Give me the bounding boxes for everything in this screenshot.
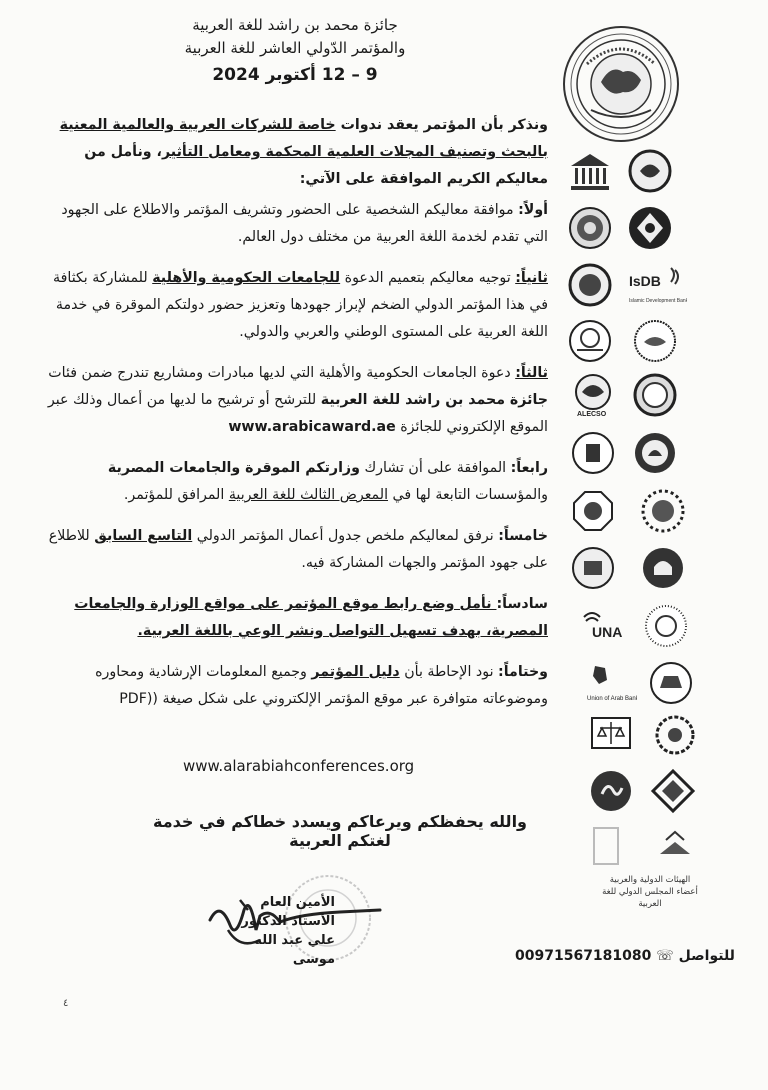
alecso-logo-icon: [570, 372, 616, 418]
item-fifth-pre: نرفق لمعاليكم ملخص جدول أعمال المؤتمر الدولي: [192, 528, 499, 544]
signature-title: الأمين العام: [260, 895, 335, 910]
islamic-org-seal-icon: [567, 318, 613, 364]
award-website-link[interactable]: www.arabicaward.ae: [228, 419, 396, 435]
item-fifth-label: خامساً:: [498, 528, 548, 544]
octagon-emblem-icon: [570, 488, 616, 534]
item-closing-underlined: دليل المؤتمر: [311, 664, 400, 680]
isdb-logo-text: IsDB: [629, 273, 661, 289]
intro-part-1: ونذكر بأن المؤتمر يعقد ندوات: [335, 117, 548, 133]
contact-label: للتواصل: [678, 948, 735, 964]
contact-line: [515, 948, 735, 964]
item-closing-post: وجميع المعلومات الإرشادية ومحاوره وموضوعاته متوافرة عبر موقع المؤتمر الإلكتروني على شكل صيغة ((PDF: [95, 664, 548, 707]
isdb-logo-icon: [627, 262, 687, 308]
union-of-arab-banks-logo-icon: [585, 660, 637, 706]
una-logo-icon: [580, 605, 632, 651]
item-third-bold: جائزة محمد بن راشد للغة العربية: [320, 392, 548, 408]
faded-logo-icon: [590, 824, 622, 870]
unesco-logo-icon: [567, 148, 613, 194]
item-fifth: [40, 523, 548, 577]
signature-rank: الأستاذ الدكتور: [241, 914, 335, 929]
item-first: [40, 197, 548, 251]
mosque-emblem-icon: [640, 545, 686, 591]
una-logo-text: UNA: [592, 624, 623, 640]
logos-caption: الهيئات الدولية والعربية أعضاء المجلس الدولي للغة العربية: [602, 875, 698, 909]
item-second-pre: توجيه معاليكم بتعميم الدعوة: [340, 270, 516, 286]
alecso-logo-text: ALECSO: [577, 411, 607, 418]
item-first-label: أولاً:: [518, 202, 548, 218]
header-line-conference: والمؤتمر الدّولي العاشر للغة العربية: [184, 39, 406, 57]
item-second-post: للمشاركة بكثافة في هذا المؤتمر الدولي الضخم لإبراز جهودها وتعزيز حضور دولتكم الموقرة في خدمة اللغة العربية على المستوى الوطني والعربي والدولي.: [52, 270, 548, 340]
union-logo-text: Union of Arab Banks: [587, 696, 637, 702]
banner-emblem-icon: [648, 660, 694, 706]
institute-seal-icon: [570, 430, 616, 476]
document-header: [150, 14, 440, 90]
gcc-logo-icon: [627, 205, 673, 251]
isdb-logo-subtext: Islamic Development Bank: [629, 298, 687, 304]
closing-prayer: والله يحفظكم ويرعاكم ويسدد خطاكم في خدمة لغتكم العربية: [153, 812, 527, 850]
page-number: ٤: [63, 998, 69, 1009]
item-fifth-underlined: التاسع السابق: [94, 528, 193, 544]
geometric-emblem-icon: [650, 768, 696, 814]
ornate-seal-icon: [643, 603, 689, 649]
item-sixth-label: سادساً:: [496, 596, 548, 612]
item-fourth: [40, 455, 548, 509]
contact-number[interactable]: 00971567181080: [515, 948, 652, 964]
item-fourth-pre: الموافقة على أن تشارك: [359, 460, 511, 476]
item-closing-note: [40, 659, 548, 713]
justice-scales-icon: [588, 712, 634, 758]
book-emblem-icon: [652, 824, 698, 870]
signature-block: [215, 893, 335, 969]
sun-emblem-icon: [640, 488, 686, 534]
intro-part-2: خاصة للشركات العربية والعالمية المعنية بالبحث وتصنيف المجلات العلمية المحكمة ومعامل التأثير: [59, 117, 548, 160]
item-third-label: ثالثاً:: [515, 365, 548, 381]
organization-seal-icon: [567, 262, 613, 308]
wreath-emblem-icon: [652, 712, 698, 758]
conference-website-link[interactable]: www.alarabiahconferences.org: [183, 757, 415, 775]
calligraphy-emblem-icon: [588, 768, 634, 814]
arab-league-logo-icon: [567, 205, 613, 251]
university-emblem-icon: [570, 545, 616, 591]
item-sixth-text: نأمل وضع رابط موقع المؤتمر على مواقع الوزارة والجامعات المصرية، بهدف تسهيل التواصل ونشر الوعي باللغة العربية.: [74, 596, 548, 639]
council-seal-icon: [561, 24, 681, 144]
item-fifth-post: للاطلاع على جهود المؤتمر والجهات المشاركة فيه.: [48, 528, 548, 571]
item-second: [40, 265, 548, 346]
round-emblem-icon: [632, 372, 678, 418]
item-fourth-label: رابعاً:: [510, 460, 548, 476]
item-first-text: موافقة معاليكم الشخصية على الحضور وتشريف المؤتمر والاطلاع على الجهود التي تقدم لخدمة اللغة العربية من مختلف دول العالم.: [61, 202, 548, 245]
item-fourth-post: المرافق للمؤتمر.: [123, 487, 229, 503]
item-closing-pre: نود الإحاطة بأن: [399, 664, 499, 680]
item-third-pre: دعوة الجامعات الحكومية والأهلية التي لديها مبادرات ومشاريع تندرج ضمن فئات: [48, 365, 516, 381]
header-line-dates: 9 – 12 أكتوبر 2024: [212, 65, 378, 85]
intro-paragraph: [40, 112, 548, 193]
handshake-seal-icon: [632, 318, 678, 364]
item-sixth: [40, 591, 548, 645]
intro-part-3: ، ونأمل من معاليكم الكريم الموافقة على الآتي:: [84, 144, 548, 187]
item-second-label: ثانياً:: [515, 270, 548, 286]
item-closing-label: وختاماً:: [498, 664, 548, 680]
letter-body: [40, 112, 548, 713]
oic-globe-logo-icon: [627, 148, 673, 194]
item-third-post: للترشح أو ترشيح ما لديها من أعمال وذلك عبر الموقع الإلكتروني للجائزة: [47, 392, 548, 435]
phone-icon: ☏: [656, 948, 674, 964]
signature-name: علي عبد الله موسى: [254, 933, 335, 967]
item-fourth-mid: والمؤسسات التابعة لها في: [388, 487, 548, 503]
item-fourth-bold: وزارتكم الموقرة والجامعات المصرية: [107, 460, 360, 476]
item-third: [40, 360, 548, 441]
academy-seal-icon: [632, 430, 678, 476]
item-second-underlined: للجامعات الحكومية والأهلية: [152, 270, 341, 286]
item-fourth-underlined: المعرض الثالث للغة العربية: [228, 487, 389, 503]
header-line-award: جائزة محمد بن راشد للغة العربية: [192, 16, 398, 34]
